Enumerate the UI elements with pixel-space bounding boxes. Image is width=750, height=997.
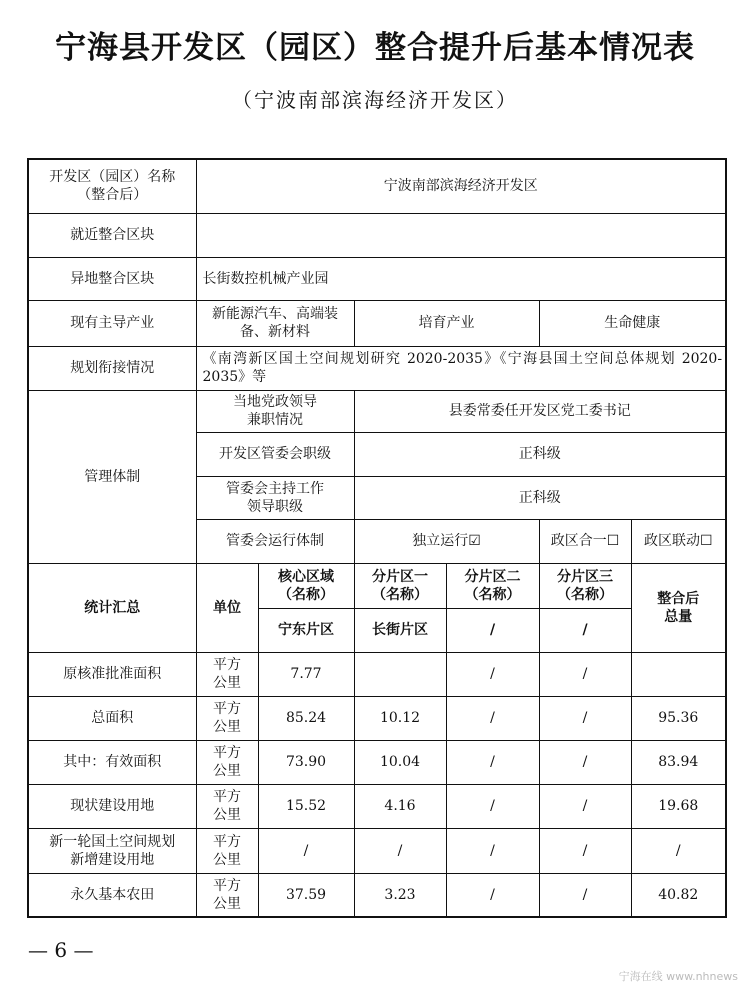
stats-cell: / (446, 873, 539, 917)
nearby-label: 就近整合区块 (28, 213, 196, 257)
stats-cell: / (446, 740, 539, 784)
stats-row (28, 740, 726, 784)
stats-cell (354, 652, 446, 696)
page-number: — 6 — (28, 938, 94, 962)
plan-label: 规划衔接情况 (28, 346, 196, 390)
stats-cell: 37.59 (258, 873, 354, 917)
stats-cell: / (539, 828, 631, 873)
stats-cell: 15.52 (258, 784, 354, 828)
stats-row-label: 永久基本农田 (28, 873, 196, 917)
management-item-label: 开发区管委会职级 (196, 432, 354, 476)
management-item-label: 管委会主持工作 领导职级 (196, 476, 354, 519)
stats-cell: / (258, 828, 354, 873)
stats-row-unit: 平方 公里 (196, 652, 258, 696)
stats-cell: / (539, 696, 631, 740)
name-row (28, 159, 726, 213)
stats-cell: / (539, 873, 631, 917)
plan-value: 《南湾新区国土空间规划研究 2020-2035》《宁海县国土空间总体规划 2020-2035》等 (196, 346, 726, 390)
management-row (28, 390, 726, 432)
document-title: 宁海县开发区（园区）整合提升后基本情况表 (55, 30, 695, 66)
management-item-value: 正科级 (354, 432, 726, 476)
stats-row-unit: 平方 公里 (196, 784, 258, 828)
stats-row (28, 828, 726, 873)
name-value: 宁波南部滨海经济开发区 (196, 159, 726, 213)
stats-cell: / (446, 696, 539, 740)
stats-cell: / (354, 828, 446, 873)
stats-cell: 10.04 (354, 740, 446, 784)
remote-row (28, 257, 726, 300)
stats-cell: 85.24 (258, 696, 354, 740)
document-subtitle: （宁波南部滨海经济开发区） (232, 88, 518, 112)
industry-health: 生命健康 (539, 300, 726, 346)
stats-row (28, 873, 726, 917)
stats-cell: / (446, 652, 539, 696)
industry-main: 新能源汽车、高端装 备、新材料 (196, 300, 354, 346)
stats-row (28, 696, 726, 740)
nearby-value (196, 213, 726, 257)
stats-row-label: 现状建设用地 (28, 784, 196, 828)
watermark: 宁海在线 www.nhnews (618, 970, 738, 983)
stats-header-row (28, 563, 726, 608)
management-label: 管理体制 (28, 390, 196, 563)
area-name: / (539, 608, 631, 652)
operation-linked: 政区联动☐ (631, 519, 726, 563)
stats-row-unit: 平方 公里 (196, 696, 258, 740)
stats-row-label: 原核准批准面积 (28, 652, 196, 696)
management-item-value: 县委常委任开发区党工委书记 (354, 390, 726, 432)
stats-cell: 4.16 (354, 784, 446, 828)
stats-cell: 10.12 (354, 696, 446, 740)
stats-cell: / (539, 652, 631, 696)
remote-value: 长街数控机械产业园 (196, 257, 726, 300)
stats-cell: 95.36 (631, 696, 726, 740)
stats-row-label: 总面积 (28, 696, 196, 740)
info-table (27, 158, 727, 918)
stats-cell: 73.90 (258, 740, 354, 784)
area-header: 分片区三 （名称） (539, 563, 631, 608)
stats-cell (631, 652, 726, 696)
area-name: 宁东片区 (258, 608, 354, 652)
stats-cell: 3.23 (354, 873, 446, 917)
name-label: 开发区（园区）名称 （整合后） (28, 159, 196, 213)
stats-cell: / (539, 740, 631, 784)
stats-cell: / (446, 784, 539, 828)
unit-header: 单位 (196, 563, 258, 652)
management-item-label: 当地党政领导 兼职情况 (196, 390, 354, 432)
stats-cell: / (631, 828, 726, 873)
area-header: 分片区二 （名称） (446, 563, 539, 608)
remote-label: 异地整合区块 (28, 257, 196, 300)
nearby-row (28, 213, 726, 257)
area-header: 核心区域 （名称） (258, 563, 354, 608)
area-header: 分片区一 （名称） (354, 563, 446, 608)
management-item-value: 正科级 (354, 476, 726, 519)
stats-row (28, 652, 726, 696)
stats-cell: 83.94 (631, 740, 726, 784)
operation-merged: 政区合一☐ (539, 519, 631, 563)
industry-cultivated: 培育产业 (354, 300, 539, 346)
stats-row-unit: 平方 公里 (196, 828, 258, 873)
stats-cell: 19.68 (631, 784, 726, 828)
stats-cell: / (446, 828, 539, 873)
stats-label: 统计汇总 (28, 563, 196, 652)
industry-row (28, 300, 726, 346)
area-name: / (446, 608, 539, 652)
stats-row (28, 784, 726, 828)
total-header: 整合后 总量 (631, 563, 726, 652)
stats-cell: / (539, 784, 631, 828)
stats-row-label: 新一轮国土空间规划 新增建设用地 (28, 828, 196, 873)
operation-label: 管委会运行体制 (196, 519, 354, 563)
industry-label: 现有主导产业 (28, 300, 196, 346)
operation-independent: 独立运行☑ (354, 519, 539, 563)
stats-cell: 40.82 (631, 873, 726, 917)
area-name: 长街片区 (354, 608, 446, 652)
plan-row (28, 346, 726, 390)
stats-row-unit: 平方 公里 (196, 873, 258, 917)
stats-row-unit: 平方 公里 (196, 740, 258, 784)
stats-row-label: 其中：有效面积 (28, 740, 196, 784)
stats-cell: 7.77 (258, 652, 354, 696)
